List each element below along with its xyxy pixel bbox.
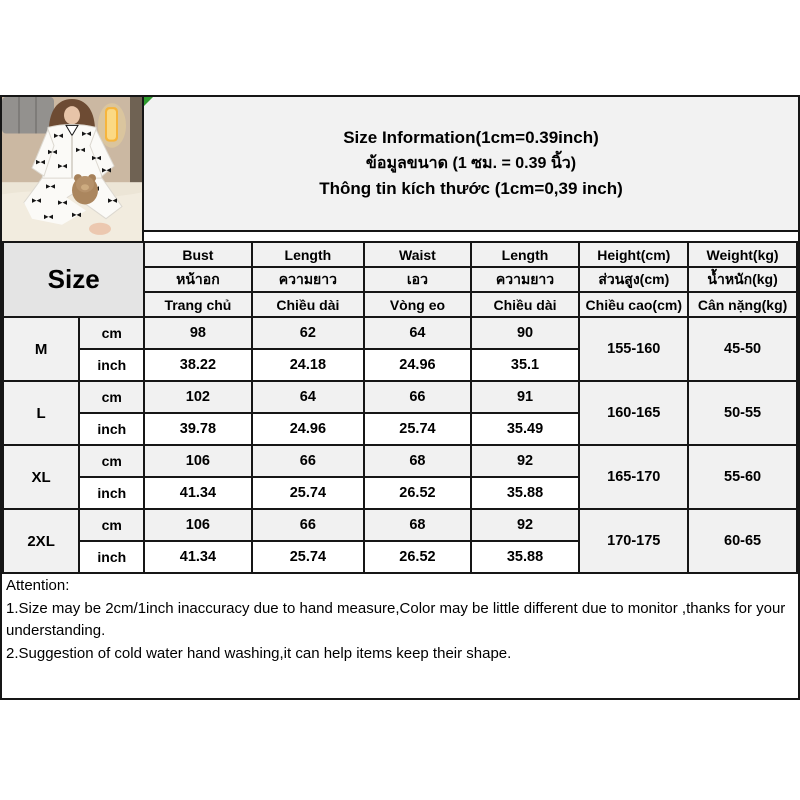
header-length-en: Length xyxy=(252,242,365,267)
header-height-en: Height(cm) xyxy=(579,242,688,267)
size-header: Size xyxy=(3,242,144,317)
height-cell: 160-165 xyxy=(579,381,688,445)
header-bust-en: Bust xyxy=(144,242,251,267)
value-cell: 62 xyxy=(252,317,365,349)
header-weight-th: น้ำหนัก(kg) xyxy=(688,267,797,292)
value-cell: 38.22 xyxy=(144,349,251,381)
value-cell: 39.78 xyxy=(144,413,251,445)
value-cell: 92 xyxy=(471,509,580,541)
title-block xyxy=(144,97,798,232)
title-th: ข้อมูลขนาด (1 ซม. = 0.39 นิ้ว) xyxy=(365,155,577,172)
attention-notes xyxy=(2,574,798,665)
header-length2-en: Length xyxy=(471,242,580,267)
value-cell: 66 xyxy=(364,381,470,413)
height-cell: 155-160 xyxy=(579,317,688,381)
header-waist-vi: Vòng eo xyxy=(364,292,470,317)
value-cell: 26.52 xyxy=(364,541,470,573)
value-cell: 41.34 xyxy=(144,541,251,573)
weight-cell: 50-55 xyxy=(688,381,797,445)
value-cell: 68 xyxy=(364,509,470,541)
value-cell: 35.49 xyxy=(471,413,580,445)
value-cell: 41.34 xyxy=(144,477,251,509)
unit-cell: cm xyxy=(79,445,144,477)
weight-cell: 55-60 xyxy=(688,445,797,509)
value-cell: 35.88 xyxy=(471,541,580,573)
value-cell: 91 xyxy=(471,381,580,413)
header-bust-th: หน้าอก xyxy=(144,267,251,292)
unit-cell: inch xyxy=(79,477,144,509)
value-cell: 24.18 xyxy=(252,349,365,381)
table-row-m-cm xyxy=(3,317,797,349)
weight-cell: 45-50 xyxy=(688,317,797,381)
header-weight-vi: Cân nặng(kg) xyxy=(688,292,797,317)
size-cell: XL xyxy=(3,445,79,509)
table-row-l-cm xyxy=(3,381,797,413)
value-cell: 102 xyxy=(144,381,251,413)
attention-note-1: 1.Size may be 2cm/1inch inaccuracy due to hand measure,Color may be little different due to monitor ,thanks for your understanding. xyxy=(6,599,786,639)
value-cell: 25.74 xyxy=(252,541,365,573)
unit-cell: cm xyxy=(79,381,144,413)
unit-cell: cm xyxy=(79,509,144,541)
top-band xyxy=(2,97,798,241)
value-cell: 90 xyxy=(471,317,580,349)
unit-cell: inch xyxy=(79,541,144,573)
size-chart-sheet xyxy=(0,95,800,700)
value-cell: 25.74 xyxy=(364,413,470,445)
header-length-th: ความยาว xyxy=(252,267,365,292)
value-cell: 25.74 xyxy=(252,477,365,509)
header-height-th: ส่วนสูง(cm) xyxy=(579,267,688,292)
header-row-en xyxy=(3,242,797,267)
value-cell: 66 xyxy=(252,445,365,477)
value-cell: 106 xyxy=(144,445,251,477)
table-row-2xl-cm xyxy=(3,509,797,541)
value-cell: 66 xyxy=(252,509,365,541)
value-cell: 106 xyxy=(144,509,251,541)
value-cell: 26.52 xyxy=(364,477,470,509)
value-cell: 92 xyxy=(471,445,580,477)
table-row-xl-cm xyxy=(3,445,797,477)
header-bust-vi: Trang chủ xyxy=(144,292,251,317)
weight-cell: 60-65 xyxy=(688,509,797,573)
title-vi: Thông tin kích thước (1cm=0,39 inch) xyxy=(319,179,623,198)
attention-note-2: 2.Suggestion of cold water hand washing,it can help items keep their shape. xyxy=(6,644,512,662)
height-cell: 170-175 xyxy=(579,509,688,573)
header-waist-en: Waist xyxy=(364,242,470,267)
header-length-vi: Chiều dài xyxy=(252,292,365,317)
size-cell: M xyxy=(3,317,79,381)
spacer-row xyxy=(144,232,798,241)
size-table xyxy=(2,241,798,574)
size-cell: 2XL xyxy=(3,509,79,573)
size-cell: L xyxy=(3,381,79,445)
value-cell: 98 xyxy=(144,317,251,349)
header-length2-vi: Chiều dài xyxy=(471,292,580,317)
value-cell: 24.96 xyxy=(252,413,365,445)
unit-cell: cm xyxy=(79,317,144,349)
height-cell: 165-170 xyxy=(579,445,688,509)
unit-cell: inch xyxy=(79,349,144,381)
title-en: Size Information(1cm=0.39inch) xyxy=(343,128,599,147)
pajama-model-illustration xyxy=(2,97,142,241)
header-length2-th: ความยาว xyxy=(471,267,580,292)
green-corner-flag-icon xyxy=(144,97,153,106)
header-height-vi: Chiều cao(cm) xyxy=(579,292,688,317)
value-cell: 64 xyxy=(252,381,365,413)
value-cell: 64 xyxy=(364,317,470,349)
value-cell: 68 xyxy=(364,445,470,477)
product-photo xyxy=(2,97,144,241)
value-cell: 35.88 xyxy=(471,477,580,509)
attention-heading: Attention: xyxy=(6,577,70,594)
title-column xyxy=(144,97,798,241)
value-cell: 35.1 xyxy=(471,349,580,381)
header-weight-en: Weight(kg) xyxy=(688,242,797,267)
unit-cell: inch xyxy=(79,413,144,445)
value-cell: 24.96 xyxy=(364,349,470,381)
header-waist-th: เอว xyxy=(364,267,470,292)
